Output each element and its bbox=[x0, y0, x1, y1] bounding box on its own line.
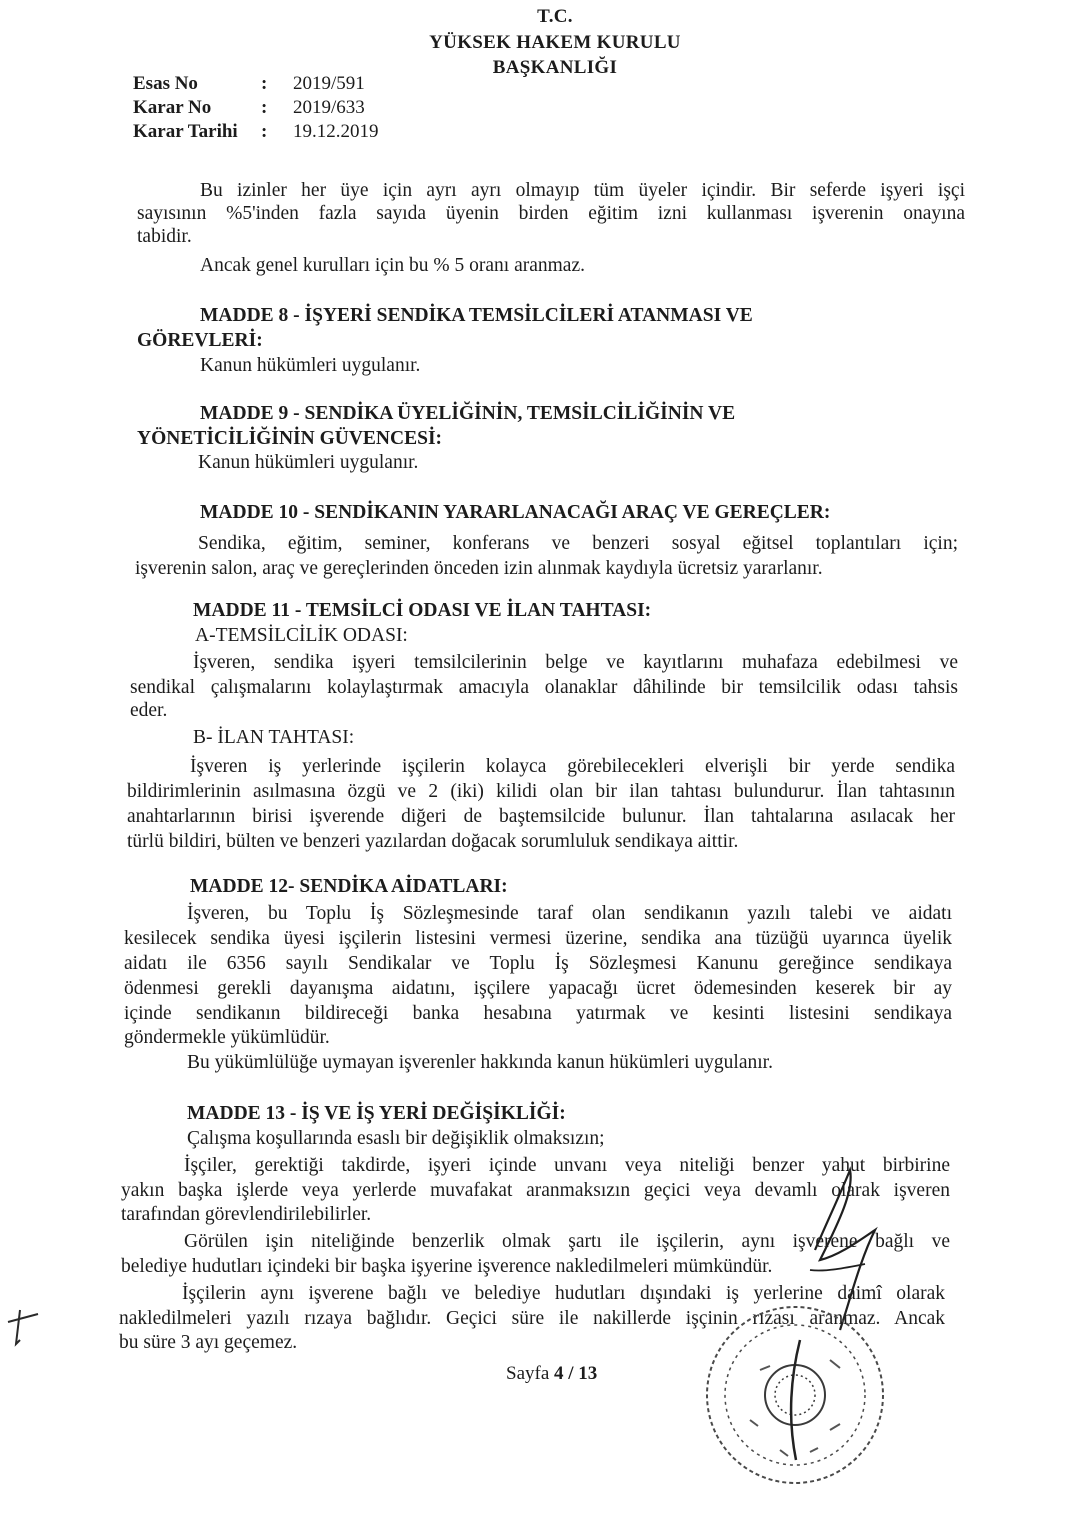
madde-11-b-title: B- İLAN TAHTASI: bbox=[193, 727, 355, 748]
p1-line-3: tabidir. bbox=[137, 226, 192, 247]
margin-initial-signature bbox=[0, 1300, 50, 1360]
colon: : bbox=[261, 73, 268, 94]
madde-13-line-2: İşçiler, gerektiği takdirde, işyeri içinde unvanı veya niteliği benzer yahut birbirine bbox=[184, 1155, 950, 1176]
karar-label: Karar No bbox=[133, 97, 212, 118]
madde-8-text: Kanun hükümleri uygulanır. bbox=[200, 355, 421, 376]
colon: : bbox=[261, 121, 268, 142]
madde-13-line-3: yakın başka işlerde veya yerlerde muvafakat aranmaksızın geçici veya devamlı olarak işveren bbox=[121, 1180, 950, 1201]
madde-9-heading-2: YÖNETİCİLİĞİNİN GÜVENCESİ: bbox=[137, 428, 443, 449]
header-institution: YÜKSEK HAKEM KURULU bbox=[429, 32, 681, 53]
madde-11-b-line-4: türlü bildiri, bülten ve benzeri yazılardan doğacak sorumluluk sendikaya aittir. bbox=[127, 831, 739, 852]
madde-10-heading: MADDE 10 - SENDİKANIN YARARLANACAĞI ARAÇ VE GEREÇLER: bbox=[200, 502, 831, 523]
madde-12-line-2: kesilecek sendika üyesi işçilerin listesini vermesi üzerine, sendika ana tüzüğü uyarınca üyelik bbox=[124, 928, 952, 949]
madde-12-line-6: göndermekle yükümlüdür. bbox=[124, 1027, 330, 1048]
madde-12-line-4: ödenmesi gerekli dayanışma aidatını, işçilere yapacağı ücret ödemesinden keserek bir ay bbox=[124, 978, 952, 999]
page-word: Sayfa bbox=[506, 1363, 550, 1384]
tarih-row bbox=[133, 120, 379, 144]
madde-12-line-7: Bu yükümlülüğe uymayan işverenler hakkında kanun hükümleri uygulanır. bbox=[187, 1052, 773, 1073]
esas-value: 2019/591 bbox=[293, 73, 365, 94]
p1-line-1: Bu izinler her üye için ayrı ayrı olmayıp tüm üyeler içindir. Bir seferde işyeri işçi bbox=[200, 180, 965, 201]
madde-9-heading-1: MADDE 9 - SENDİKA ÜYELİĞİNİN, TEMSİLCİLİĞİNİN VE bbox=[200, 403, 736, 424]
tarih-label: Karar Tarihi bbox=[133, 121, 238, 142]
colon: : bbox=[261, 97, 268, 118]
madde-11-heading: MADDE 11 - TEMSİLCİ ODASI VE İLAN TAHTASI: bbox=[193, 600, 652, 621]
madde-12-line-3: aidatı ile 6356 sayılı Sendikalar ve Toplu İş Sözleşmesi Kanunu gereğince sendikaya bbox=[124, 953, 952, 974]
page-current: 4 bbox=[554, 1363, 564, 1384]
madde-12-line-1: İşveren, bu Toplu İş Sözleşmesinde taraf olan sendikanın yazılı talebi ve aidatı bbox=[187, 903, 952, 924]
madde-10-line-2: işverenin salon, araç ve gereçlerinden önceden izin alınmak kaydıyla ücretsiz yararlanır. bbox=[135, 558, 823, 579]
header-office: BAŞKANLIĞI bbox=[492, 57, 618, 78]
madde-11-a-line-2: sendikal çalışmalarını kolaylaştırmak amacıyla olanaklar dâhilinde bir temsilcilik odası tahsis bbox=[130, 677, 958, 698]
madde-8-heading-1: MADDE 8 - İŞYERİ SENDİKA TEMSİLCİLERİ ATANMASI VE bbox=[200, 305, 753, 326]
madde-9-text: Kanun hükümleri uygulanır. bbox=[198, 452, 419, 473]
madde-13-line-6: belediye hudutları içindeki bir başka işyerine işverence nakledilmeleri mümkündür. bbox=[121, 1256, 773, 1277]
madde-13-heading: MADDE 13 - İŞ VE İŞ YERİ DEĞİŞİKLİĞİ: bbox=[187, 1103, 566, 1124]
madde-11-b-line-3: anahtarlarının birisi işverende diğeri de baştemsilcide bulunur. İlan tahtalarına asılacak her bbox=[127, 806, 955, 827]
official-seal-stamp bbox=[700, 1300, 890, 1490]
madde-13-line-8: nakledilmeleri yazılı rızaya bağlıdır. Geçici süre ile nakillerde işçinin rızası aranmaz. Ancak bbox=[119, 1308, 945, 1329]
madde-11-a-line-1: İşveren, sendika işyeri temsilcilerinin belge ve kayıtlarını muhafaza edebilmesi ve bbox=[193, 652, 958, 673]
madde-12-line-5: içinde sendikanın bildireceği banka hesabına yatırmak ve kesinti listesini sendikaya bbox=[124, 1003, 952, 1024]
karar-row bbox=[133, 96, 379, 120]
madde-13-line-4: tarafından görevlendirilebilirler. bbox=[121, 1204, 372, 1225]
madde-13-line-1: Çalışma koşullarında esaslı bir değişiklik olmaksızın; bbox=[187, 1128, 605, 1149]
page-number bbox=[506, 1363, 597, 1385]
esas-row bbox=[133, 72, 379, 96]
p1-line-2: sayısının %5'inden fazla sayıda üyenin birden eğitim izni kullanması işverenin onayına bbox=[137, 203, 965, 224]
madde-10-line-1: Sendika, eğitim, seminer, konferans ve benzeri sosyal eğitsel toplantıları için; bbox=[198, 533, 958, 554]
page-total: 13 bbox=[578, 1363, 598, 1384]
karar-value: 2019/633 bbox=[293, 97, 365, 118]
madde-11-a-title: A-TEMSİLCİLİK ODASI: bbox=[195, 625, 408, 646]
p2: Ancak genel kurulları için bu % 5 oranı aranmaz. bbox=[200, 255, 585, 276]
madde-13-line-7: İşçilerin aynı işverene bağlı ve belediye hudutları dışındaki iş yerlerine daimî olarak bbox=[182, 1283, 945, 1304]
madde-12-heading: MADDE 12- SENDİKA AİDATLARI: bbox=[190, 876, 508, 897]
madde-11-a-line-3: eder. bbox=[130, 700, 168, 721]
tarih-value: 19.12.2019 bbox=[293, 121, 379, 142]
madde-13-line-5: Görülen işin niteliğinde benzerlik olmak şartı ile işçilerin, aynı işverene bağlı ve bbox=[184, 1231, 950, 1252]
esas-label: Esas No bbox=[133, 73, 198, 94]
madde-11-b-line-1: İşveren iş yerlerinde işçilerin kolayca görebilecekleri elverişli bir yerde sendika bbox=[190, 756, 955, 777]
header-tc: T.C. bbox=[537, 6, 573, 27]
page-separator: / bbox=[568, 1363, 574, 1384]
case-meta bbox=[133, 72, 379, 144]
madde-13-line-9: bu süre 3 ayı geçemez. bbox=[119, 1332, 298, 1353]
madde-8-heading-2: GÖREVLERİ: bbox=[137, 330, 263, 351]
madde-11-b-line-2: bildirimlerinin asılmasına özgü ve 2 (iki) kilidi olan bir ilan tahtası bulundurur. İlan tahtasının bbox=[127, 781, 955, 802]
